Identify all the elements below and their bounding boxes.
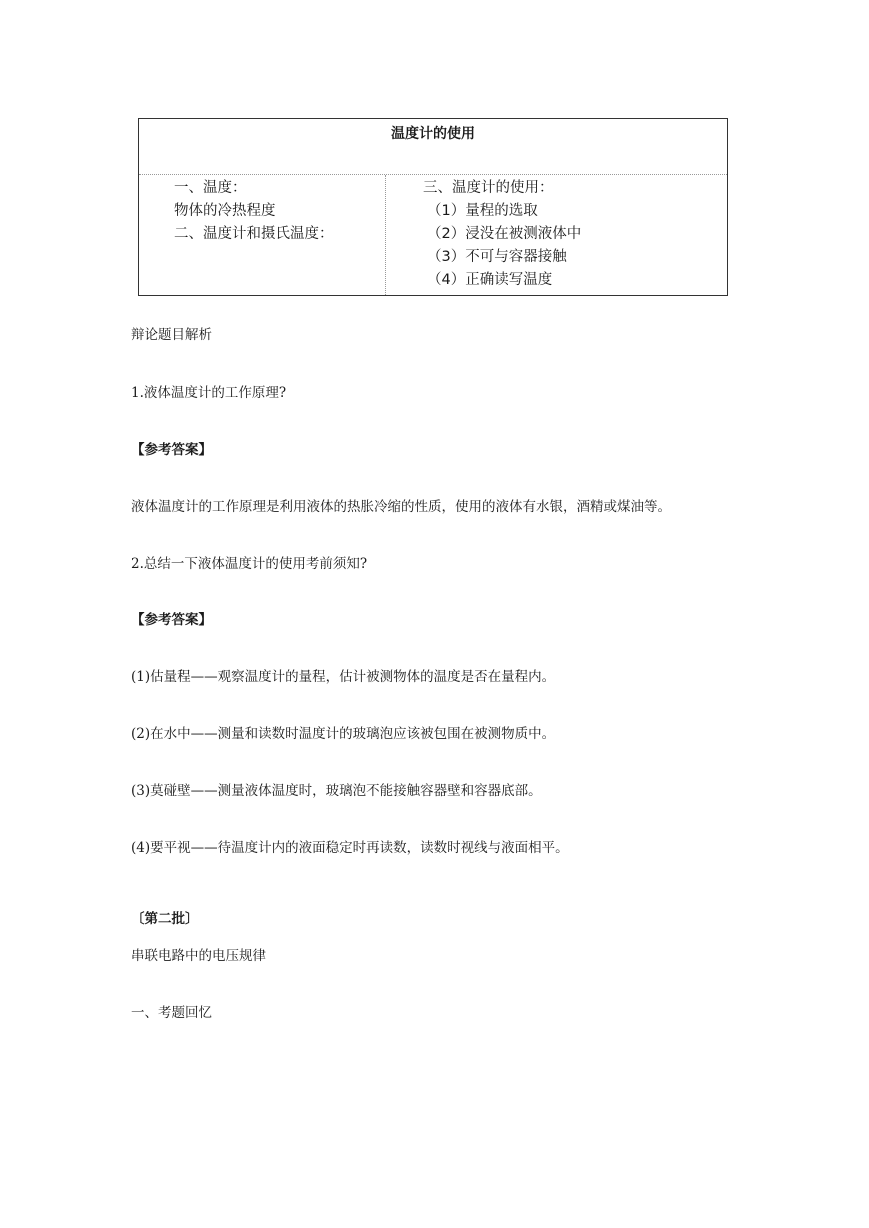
board-left-line: 一、温度： [174,180,247,196]
board-right-line: （4）正确读写温度 [427,272,553,288]
board-right-line: 三、温度计的使用： [423,180,554,196]
board-left-line: 二、温度计和摄氏温度： [174,226,334,242]
question-1: 1.液体温度计的工作原理? [131,385,287,401]
topic-heading: 串联电路中的电压规律 [131,948,266,964]
answer-2-item: (1)估量程——观察温度计的量程，估计被测物体的温度是否在量程内。 [131,669,556,685]
board-right-line: （3）不可与容器接触 [427,249,567,265]
board-right-line: （1）量程的选取 [427,203,538,219]
answer-2-item: (4)要平视——待温度计内的液面稳定时再读数，读数时视线与液面相平。 [131,840,569,856]
answer-1: 液体温度计的工作原理是利用液体的热胀冷缩的性质，使用的液体有水银，酒精或煤油等。 [131,499,671,515]
board-divider-horizontal [139,174,727,175]
subsection-heading: 一、考题回忆 [131,1005,212,1021]
reference-answer-label-1: 【参考答案】 [131,442,212,458]
answer-2-item: (2)在水中——测量和读数时温度计的玻璃泡应该被包围在被测物质中。 [131,726,556,742]
section-heading: 辩论题目解析 [131,327,212,343]
blackboard-summary-table [138,118,728,296]
batch-heading: 〔第二批〕 [131,911,199,927]
board-right-column [423,177,581,292]
question-2: 2.总结一下液体温度计的使用考前须知? [131,556,368,572]
reference-answer-label-2: 【参考答案】 [131,612,212,628]
board-divider-vertical [385,175,386,295]
board-left-column [174,177,334,246]
answer-2-item: (3)莫碰壁——测量液体温度时，玻璃泡不能接触容器壁和容器底部。 [131,783,542,799]
board-left-line: 物体的冷热程度 [174,203,276,219]
board-right-line: （2）浸没在被测液体中 [427,226,582,242]
board-title: 温度计的使用 [391,126,475,142]
